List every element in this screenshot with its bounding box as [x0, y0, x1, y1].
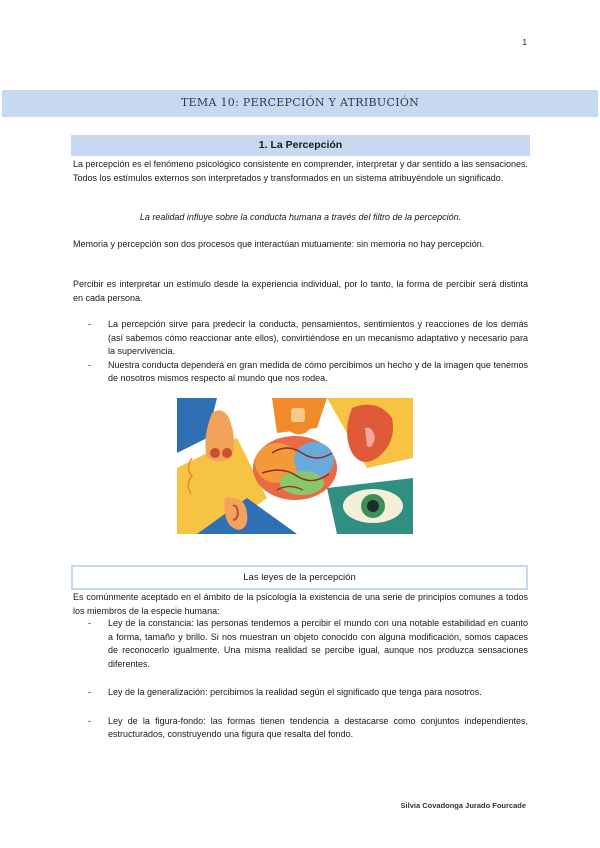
laws-list: [73, 617, 528, 757]
quote-line: La realidad influye sobre la conducta humana a través del filtro de la percepción.: [139, 212, 462, 222]
document-title: TEMA 10: PERCEPCIÓN Y ATRIBUCIÓN: [180, 96, 420, 109]
section-heading-percepcion: 1. La Percepción: [71, 135, 530, 156]
list-item: - Ley de la constancia: las personas tendemos a percibir el mundo con una notable estabilidad en cuanto a forma, tamaño y brillo. Si nos muestran un objeto conocido con alguna modificación, somos capaces de reconocerlo igualmente. Una misma realidad se percibe igual, aunque nos produzca sensaciones diferentes.: [88, 618, 528, 669]
list-item: - La percepción sirve para predecir la conducta, pensamientos, sentimientos y reacciones de los demás (así sabemos cómo reaccionar ante ellos), convirtiéndose en un mecanismo adaptativo y necesario para la supervivencia.: [88, 319, 528, 356]
paragraph-memory: Memoria y percepción son dos procesos que interactúan mutuamente: sin memoria no hay percepción.: [73, 239, 485, 249]
paragraph-percibir: Percibir es interpretar un estímulo desde la experiencia individual, por lo tanto, la forma de percibir será distinta en cada persona.: [73, 279, 528, 303]
list-item: - Nuestra conducta dependerá en gran medida de cómo percibimos un hecho y de la imagen que tenemos de nosotros mismos respecto al mundo que nos rodea.: [88, 359, 528, 383]
page-number: 1: [522, 38, 527, 47]
list-item: - Ley de la generalización: percibimos la realidad según el significado que tenga para nosotros.: [88, 687, 482, 697]
senses-brain-illustration: [177, 398, 413, 534]
perception-bullet-list: [73, 318, 528, 386]
list-item: - Ley de la figura-fondo: las formas tienen tendencia a destacarse como conjuntos independientes, estructurados, construyendo una figura que resalta del fondo.: [88, 715, 528, 739]
author-footer: Silvia Covadonga Jurado Fourcade: [400, 801, 526, 810]
laws-heading-box: Las leyes de la percepción: [71, 565, 528, 590]
paragraph-definition: La percepción es el fenómeno psicológico consistente en comprender, interpretar y dar sentido a las sensaciones. Todos los estímulos externos son interpretados y transformados en un sistema atribuyéndole un significado.: [73, 159, 528, 183]
laws-intro: Es comúnmente aceptado en el ámbito de la psicología la existencia de una serie de principios comunes a todos los miembros de la especie humana:: [73, 592, 528, 616]
